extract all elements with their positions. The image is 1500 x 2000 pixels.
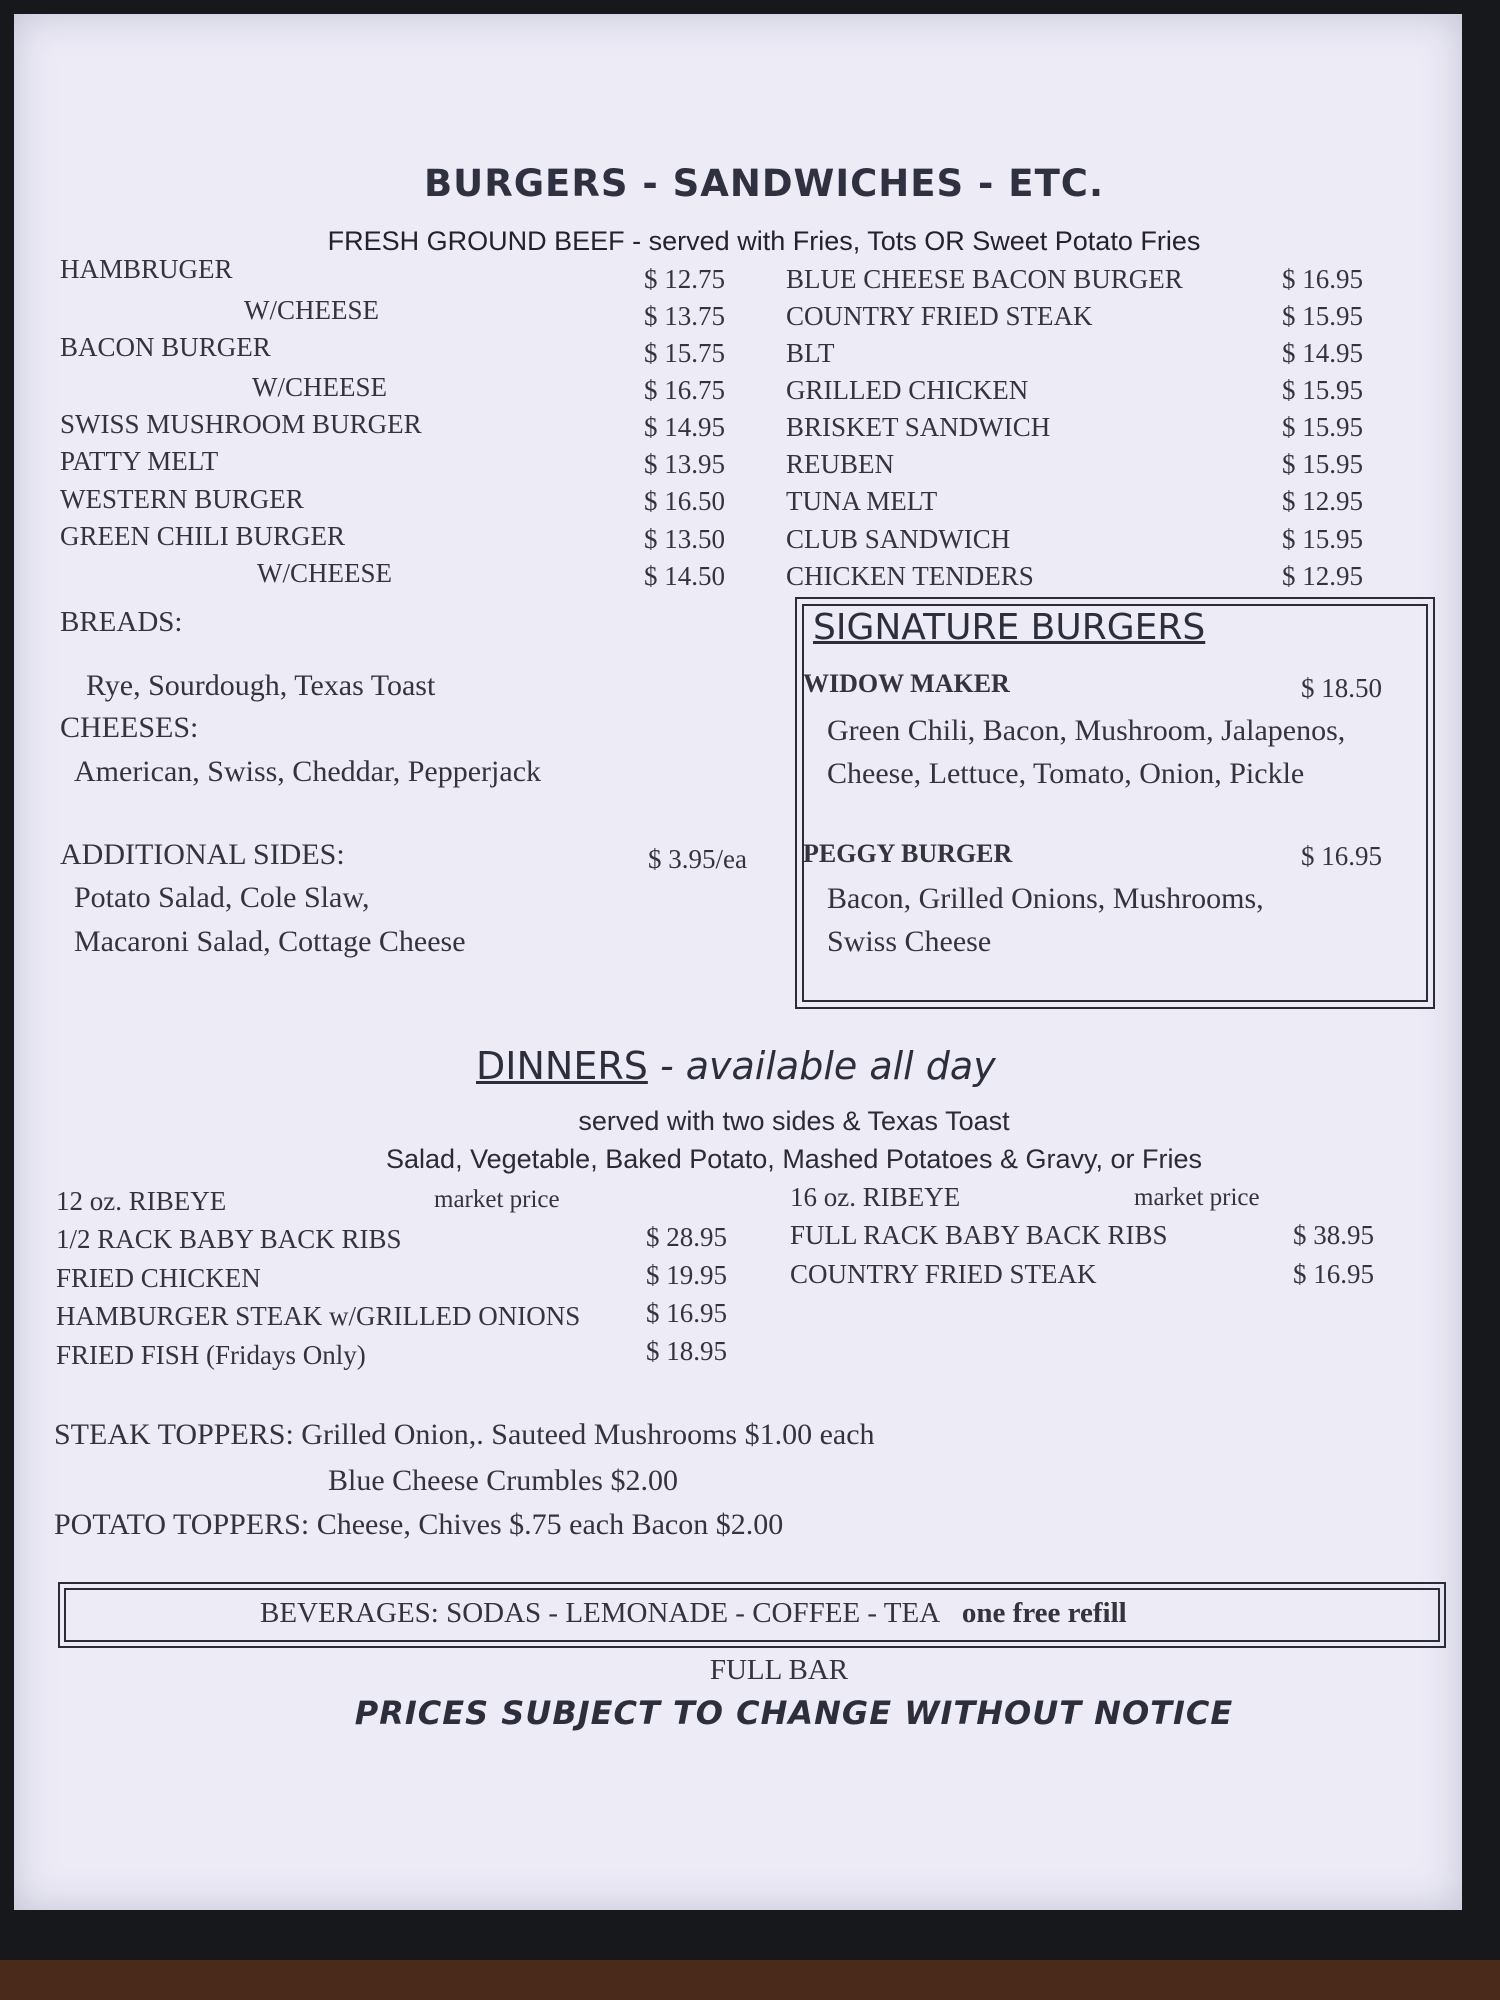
menu-item-name: HAMBRUGER [60,254,233,284]
dinners-heading: DINNERS [476,1044,648,1088]
steak-toppers: STEAK TOPPERS: Grilled Onion,. Sauteed Mushrooms $1.00 each [54,1418,875,1451]
menu-item-price: $ 12.75 [644,264,725,294]
peggy-burger-line-1: Bacon, Grilled Onions, Mushrooms, [827,882,1264,915]
dinner-item-name: HAMBURGER STEAK w/GRILLED ONIONS [56,1301,581,1331]
dinners-subtitle-2: Salad, Vegetable, Baked Potato, Mashed Potatoes & Gravy, or Fries [386,1144,1202,1174]
widow-maker-line-1: Green Chili, Bacon, Mushroom, Jalapenos, [827,714,1346,747]
dinner-item-price: $ 16.95 [1293,1259,1374,1289]
signature-title: SIGNATURE BURGERS [813,607,1206,648]
dinner-item-name: 1/2 RACK BABY BACK RIBS [56,1224,402,1254]
menu-title: BURGERS - SANDWICHES - ETC. [423,162,1105,205]
dinner-item-name: FULL RACK BABY BACK RIBS [790,1220,1168,1250]
sides-line-2: Macaroni Salad, Cottage Cheese [74,925,466,958]
dinner-item-price: $ 18.95 [646,1336,727,1366]
free-refill-note: one free refill [961,1597,1127,1629]
beverages-text [260,1597,1127,1630]
subtitle-lead: FRESH GROUND BEEF [327,226,625,256]
menu-item-price: $ 12.95 [1282,486,1363,516]
dinner-item-price: $ 16.95 [646,1298,727,1328]
dinners-heading-tail: - available all day [647,1044,996,1088]
menu-item-name: PATTY MELT [60,446,219,476]
menu-item-name: W/CHEESE [244,295,379,325]
menu-item-price: $ 14.95 [644,412,725,442]
menu-item-name: GRILLED CHICKEN [786,375,1029,405]
breads-label: BREADS: [60,606,183,638]
menu-item-price: $ 13.75 [644,301,725,331]
dinner-item-price: $ 38.95 [1293,1220,1374,1250]
peggy-burger-price: $ 16.95 [1301,841,1382,871]
full-bar: FULL BAR [709,1654,849,1686]
dinner-item-price: $ 28.95 [646,1222,727,1252]
dinner-item-name: 16 oz. RIBEYE [790,1182,961,1212]
menu-item-price: $ 15.95 [1282,412,1363,442]
menu-subtitle [14,226,1500,257]
cheeses-list: American, Swiss, Cheddar, Pepperjack [74,755,542,788]
table-surface [0,1960,1500,2000]
sides-line-1: Potato Salad, Cole Slaw, [74,881,370,914]
menu-item-name: BLUE CHEESE BACON BURGER [786,264,1183,294]
menu-item-price: $ 16.75 [644,375,725,405]
menu-item-price: $ 12.95 [1282,561,1363,591]
dinner-item-name: FRIED FISH (Fridays Only) [56,1340,366,1370]
sides-price: $ 3.95/ea [648,844,747,874]
menu-item-price: $ 13.95 [644,449,725,479]
menu-item-name: CLUB SANDWICH [786,524,1011,554]
dinner-item-name: FRIED CHICKEN [56,1263,261,1293]
menu-item-name: COUNTRY FRIED STEAK [786,301,1093,331]
menu-item-name: GREEN CHILI BURGER [60,521,345,551]
peggy-burger-line-2: Swiss Cheese [827,925,992,958]
breads-list: Rye, Sourdough, Texas Toast [86,669,436,702]
menu-item-price: $ 15.95 [1282,524,1363,554]
menu-item-name: W/CHEESE [257,558,392,588]
dinner-item-name: 12 oz. RIBEYE [56,1186,227,1216]
dinners-title [476,1044,996,1088]
menu-item-price: $ 15.95 [1282,449,1363,479]
menu-item-name: WESTERN BURGER [60,484,304,514]
dinner-item-price: $ 19.95 [646,1260,727,1290]
dinner-item-price: market price [1134,1184,1260,1211]
menu-item-name: BACON BURGER [60,332,271,362]
widow-maker-line-2: Cheese, Lettuce, Tomato, Onion, Pickle [827,757,1305,790]
widow-maker-price: $ 18.50 [1301,673,1382,703]
menu-item-name: CHICKEN TENDERS [786,561,1034,591]
signature-burgers-box [795,597,1435,1009]
menu-item-price: $ 15.95 [1282,375,1363,405]
peggy-burger-name: PEGGY BURGER [803,839,1013,868]
beverages-list: BEVERAGES: SODAS - LEMONADE - COFFEE - TEA [260,1597,941,1629]
cheeses-label: CHEESES: [60,711,199,744]
menu-item-name: BLT [786,338,835,368]
sides-label: ADDITIONAL SIDES: [60,838,345,871]
menu-item-name: TUNA MELT [786,486,938,516]
menu-item-name: BRISKET SANDWICH [786,412,1051,442]
steak-toppers-line-2: Blue Cheese Crumbles $2.00 [328,1464,678,1497]
dinners-subtitle-1: served with two sides & Texas Toast [578,1106,1010,1136]
dinner-item-price: market price [434,1186,560,1213]
menu-item-name: REUBEN [786,449,894,479]
menu-item-price: $ 14.50 [644,561,725,591]
menu-item-price: $ 15.75 [644,338,725,368]
menu-item-price: $ 14.95 [1282,338,1363,368]
subtitle-rest: - served with Fries, Tots OR Sweet Potato Fries [624,226,1201,256]
widow-maker-name: WIDOW MAKER [803,669,1010,698]
menu-item-price: $ 13.50 [644,524,725,554]
beverages-box [58,1582,1446,1648]
potato-toppers: POTATO TOPPERS: Cheese, Chives $.75 each Bacon $2.00 [54,1508,784,1541]
menu-item-name: SWISS MUSHROOM BURGER [60,409,422,439]
price-notice: PRICES SUBJECT TO CHANGE WITHOUT NOTICE [354,1694,1234,1732]
menu-page [14,14,1462,1910]
menu-item-name: W/CHEESE [252,372,387,402]
menu-item-price: $ 15.95 [1282,301,1363,331]
dinner-item-name: COUNTRY FRIED STEAK [790,1259,1097,1289]
menu-item-price: $ 16.50 [644,486,725,516]
menu-item-price: $ 16.95 [1282,264,1363,294]
